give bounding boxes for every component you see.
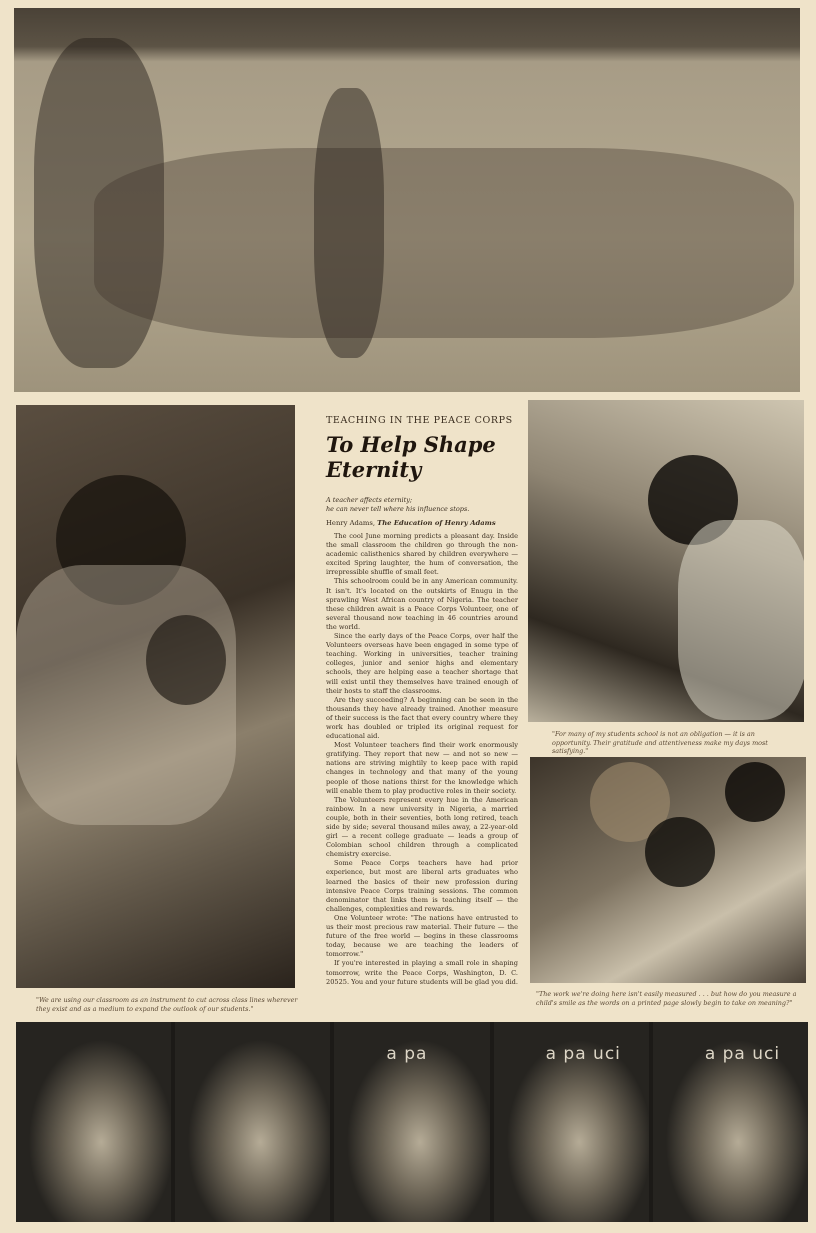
photo-frame — [175, 1022, 330, 1222]
photo-outdoor-class — [14, 8, 800, 392]
paragraph: If you're interested in playing a small role in shaping tomorrow, write the Peace Corps, Washington, D. C. 20525. You and your future students will be glad you did. — [326, 959, 519, 986]
chalkboard-text: a pa uci — [704, 1044, 781, 1064]
chalkboard-text: a pa uci — [545, 1044, 621, 1064]
caption-left: "We are using our classroom as an instrument to cut across class lines wherever they exist and as a medium to expand the outlook of our students." — [36, 996, 298, 1013]
paragraph: Are they succeeding? A beginning can be seen in the thousands they have already trained. Another measure of their success is the fact that every country where they work has doubled or tripled its original request for educational aid. — [326, 695, 518, 741]
attribution-work: The Education of Henry Adams — [377, 519, 496, 527]
article — [326, 415, 518, 987]
paragraph: The cool June morning predicts a pleasant day. Inside the small classroom the children go through the non-academic calisthenics shared by children everywhere — excited Spring laughter, the hum of conversation, the irrepressible shuffle of small feet. — [326, 532, 518, 577]
paragraph: One Volunteer wrote: "The nations have entrusted to us their most precious raw material. Their future — the future of the free world — begins in these classrooms today, because we are teaching the leaders of tomorrow." — [326, 913, 518, 959]
paragraph: Since the early days of the Peace Corps, over half the Volunteers overseas have been engaged in some type of teaching. Working in universities, teacher training colleges, junior and senior highs and elementary schools, they are helping ease a teacher shortage that will exist until they themselves have trained enough of their hosts to staff the classrooms. — [326, 632, 518, 695]
attribution-author: Henry Adams, — [326, 519, 375, 527]
caption-right-bottom: "The work we're doing here isn't easily measured . . . but how do you measure a child's smile as the words on a printed page slowly begin to take on meaning?" — [536, 990, 797, 1007]
paragraph: Most Volunteer teachers find their work enormously gratifying. They report that new — and not so new — nations are striving mightily to keep pace with rapid changes in technology and that many of the young people of those nations thirst for the knowledge which will enable them to play productive roles in their society. — [326, 741, 518, 795]
caption-right-top: "For many of my students school is not an obligation — it is an opportunity. Their gratitude and attentiveness make my days most satisfying." — [552, 730, 768, 755]
photo-reading-children — [530, 757, 806, 983]
photo-frame — [334, 1022, 489, 1222]
chalkboard-text: a pa — [386, 1044, 428, 1064]
photo-frame — [653, 1022, 808, 1222]
photo-frame — [16, 1022, 171, 1222]
photo-teacher-with-students — [16, 405, 295, 988]
epigraph-line: A teacher affects eternity; — [326, 496, 413, 504]
article-kicker: TEACHING IN THE PEACE CORPS — [326, 415, 513, 426]
article-title: To Help Shape Eternity — [326, 432, 496, 482]
article-body — [326, 532, 518, 987]
paragraph: The Volunteers represent every hue in the American rainbow. In a new university in Nigeria, a married couple, both in their seventies, both long retired, teach side by side; several thousand miles away, a 22-year-old girl — a recent college graduate — leads a group of Colombian school children through a complicated chemistry exercise. — [326, 795, 518, 859]
photo-chemistry-lab — [528, 400, 804, 722]
paragraph: This schoolroom could be in any American community. It isn't. It's located on the outskirts of Enugu in the sprawling West African country of Nigeria. The teacher these children await is a Peace Corps Volunteer, one of several thousand now teaching in 46 countries around the world. — [326, 577, 518, 631]
epigraph-attribution — [326, 519, 518, 527]
paragraph: Some Peace Corps teachers have had prior experience, but most are liberal arts graduates who learned the basics of their new profession during intensive Peace Corps training sessions. The common denominator that links them is teaching itself — the challenges, complexities and rewards. — [326, 859, 518, 913]
epigraph-line: he can never tell where his influence stops. — [326, 505, 470, 513]
photo-strip-chalkboard-teacher — [16, 1022, 808, 1222]
photo-frame — [494, 1022, 649, 1222]
